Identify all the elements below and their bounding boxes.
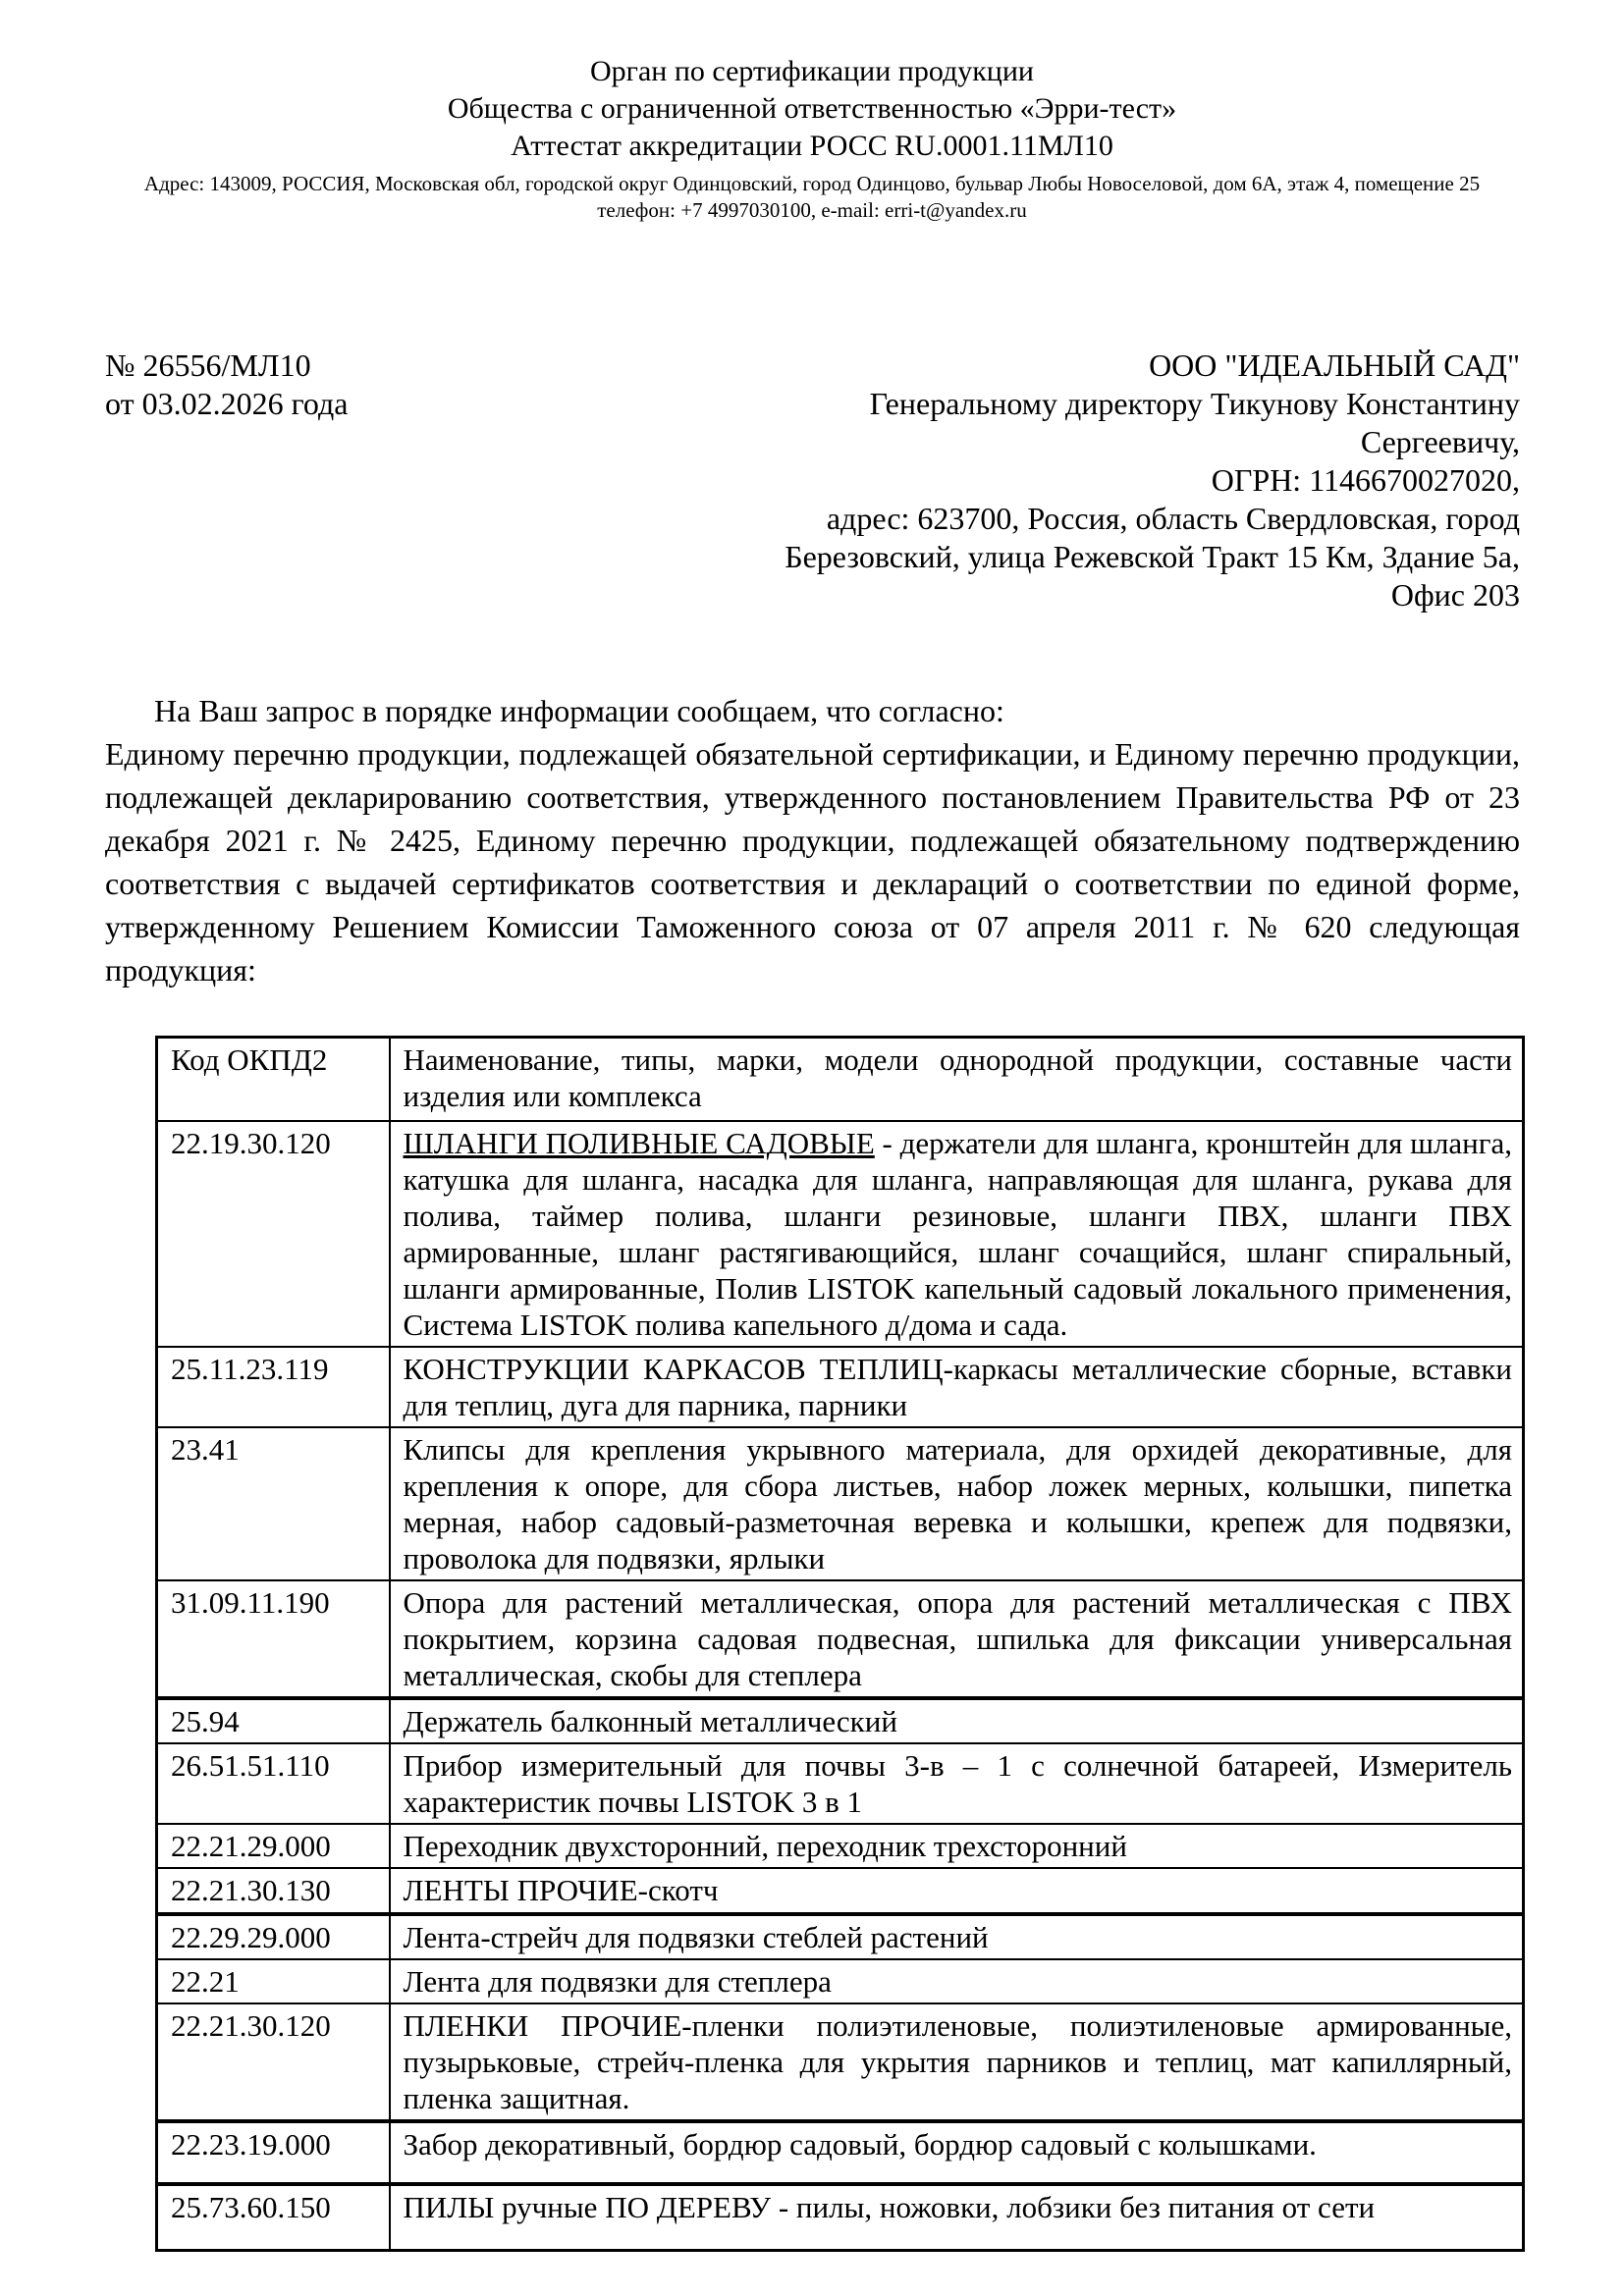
table-row <box>157 1868 1524 1914</box>
product-name: Прибор измерительный для почвы 3-в – 1 с солнечной батареей, Измеритель характеристик почвы LISTOK 3 в 1 <box>390 1743 1524 1824</box>
product-name: ЛЕНТЫ ПРОЧИЕ-скотч <box>390 1868 1524 1914</box>
org-title-line3: Аттестат аккредитации РОСС RU.0001.11МЛ10 <box>511 130 1113 162</box>
okpd2-code: 22.29.29.000 <box>157 1914 390 1959</box>
product-name: Забор декоративный, бордюр садовый, бордюр садовый с колышками. <box>390 2121 1524 2184</box>
okpd2-column-header: Код ОКПД2 <box>157 1038 390 1121</box>
underlined-product-title: ШЛАНГИ ПОЛИВНЫЕ САДОВЫЕ <box>403 1125 875 1160</box>
org-title-line2: Общества с ограниченной ответственностью «Эрри-тест» <box>447 92 1177 125</box>
table-row <box>157 1121 1524 1347</box>
table-row <box>157 2003 1524 2121</box>
table-row <box>157 1959 1524 2003</box>
okpd2-code: 31.09.11.190 <box>157 1580 390 1698</box>
org-address: Адрес: 143009, РОССИЯ, Московская обл, городской округ Одинцовский, город Одинцово, бульвар Любы Новоселовой, дом 6А, этаж 4, помещение 25 <box>143 172 1481 195</box>
okpd2-code: 25.94 <box>157 1698 390 1743</box>
okpd2-code: 25.73.60.150 <box>157 2184 390 2251</box>
product-name: ШЛАНГИ ПОЛИВНЫЕ САДОВЫЕ - держатели для шланга, кронштейн для шланга, катушка для шланга, насадка для шланга, направляющая для шланга, рукава для полива, таймер полива, шланги резиновые, шланги ПВХ, шланги ПВХ армированные, шланг растягивающийся, шланг сочащийся, шланг спиральный, шланги армированные, Полив LISTOK капельный садовый локального применения, Система LISTOK полива капельного д/дома и сада. <box>390 1121 1524 1347</box>
okpd2-code: 22.21.30.130 <box>157 1868 390 1914</box>
table-row <box>157 2121 1524 2184</box>
okpd2-code: 26.51.51.110 <box>157 1743 390 1824</box>
product-name: Переходник двухсторонний, переходник трехсторонний <box>390 1824 1524 1868</box>
recipient-ogrn: ОГРН: 1146670027020, <box>1211 462 1520 498</box>
okpd2-code: 22.21.30.120 <box>157 2003 390 2121</box>
table-header-row <box>157 1038 1524 1121</box>
letter-body <box>105 689 1520 991</box>
okpd2-code: 22.23.19.000 <box>157 2121 390 2184</box>
letter-date: от 03.02.2026 года <box>105 386 349 421</box>
recipient-company: ООО "ИДЕАЛЬНЫЙ САД" <box>1149 347 1520 383</box>
table-row <box>157 1743 1524 1824</box>
org-contact: телефон: +7 4997030100, e-mail: erri-t@yandex.ru <box>597 198 1027 222</box>
product-table-head <box>157 1038 1524 1121</box>
recipient-address: адрес: 623700, Россия, область Свердловская, город Березовский, улица Режевской Тракт 15 Км, Здание 5а, Офис 203 <box>785 501 1520 613</box>
reference-block <box>105 347 348 423</box>
body-intro: На Ваш запрос в порядке информации сообщаем, что согласно: <box>154 693 1004 728</box>
table-row <box>157 1347 1524 1427</box>
product-table <box>155 1036 1525 2252</box>
product-table-body <box>157 1121 1524 2251</box>
product-name: КОНСТРУКЦИИ КАРКАСОВ ТЕПЛИЦ-каркасы металлические сборные, вставки для теплиц, дуга для парника, парники <box>390 1347 1524 1427</box>
body-paragraph: Единому перечню продукции, подлежащей обязательной сертификации, и Единому перечню продукции, подлежащей декларированию соответствия, утвержденного постановлением Правительства РФ от 23 декабря 2021 г. № 2425, Единому перечню продукции, подлежащей обязательному подтверждению соответствия с выдачей сертификатов соответствия и деклараций о соответствии по единой форме, утвержденному Решением Комиссии Таможенного союза от 07 апреля 2011 г. № 620 следующая продукция: <box>105 736 1520 988</box>
letterhead <box>0 0 1624 224</box>
table-row <box>157 1914 1524 1959</box>
product-name: Клипсы для крепления укрывного материала, для орхидей декоративные, для крепления к опоре, для сбора листьев, набор ложек мерных, колышки, пипетка мерная, набор садовый-разметочная веревка и колышки, крепеж для подвязки, проволока для подвязки, ярлыки <box>390 1427 1524 1580</box>
org-title-line1: Орган по сертификации продукции <box>590 55 1034 87</box>
table-row <box>157 1824 1524 1868</box>
product-name: Лента-стрейч для подвязки стеблей растений <box>390 1914 1524 1959</box>
product-name: ПЛЕНКИ ПРОЧИЕ-пленки полиэтиленовые, полиэтиленовые армированные, пузырьковые, стрейч-пленка для укрытия парников и теплиц, мат капиллярный, пленка защитная. <box>390 2003 1524 2121</box>
reference-recipient-row <box>105 347 1520 614</box>
product-name: Опора для растений металлическая, опора для растений металлическая с ПВХ покрытием, корзина садовая подвесная, шпилька для фиксации универсальная металлическая, скобы для степлера <box>390 1580 1524 1698</box>
okpd2-code: 23.41 <box>157 1427 390 1580</box>
letter-number: № 26556/МЛ10 <box>105 347 311 383</box>
okpd2-code: 22.21 <box>157 1959 390 2003</box>
okpd2-code: 25.11.23.119 <box>157 1347 390 1427</box>
okpd2-code: 22.19.30.120 <box>157 1121 390 1347</box>
recipient-director: Генеральному директору Тикунову Константину Сергеевичу, <box>869 386 1520 459</box>
table-row <box>157 1427 1524 1580</box>
product-name: ПИЛЫ ручные ПО ДЕРЕВУ - пилы, ножовки, лобзики без питания от сети <box>390 2184 1524 2251</box>
name-column-header: Наименование, типы, марки, модели однородной продукции, составные части изделия или комплекса <box>390 1038 1524 1121</box>
recipient-block <box>754 347 1520 614</box>
product-name: Лента для подвязки для степлера <box>390 1959 1524 2003</box>
table-row <box>157 2184 1524 2251</box>
product-name: Держатель балконный металлический <box>390 1698 1524 1743</box>
okpd2-code: 22.21.29.000 <box>157 1824 390 1868</box>
table-row <box>157 1698 1524 1743</box>
letter-content <box>0 347 1624 2252</box>
table-row <box>157 1580 1524 1698</box>
